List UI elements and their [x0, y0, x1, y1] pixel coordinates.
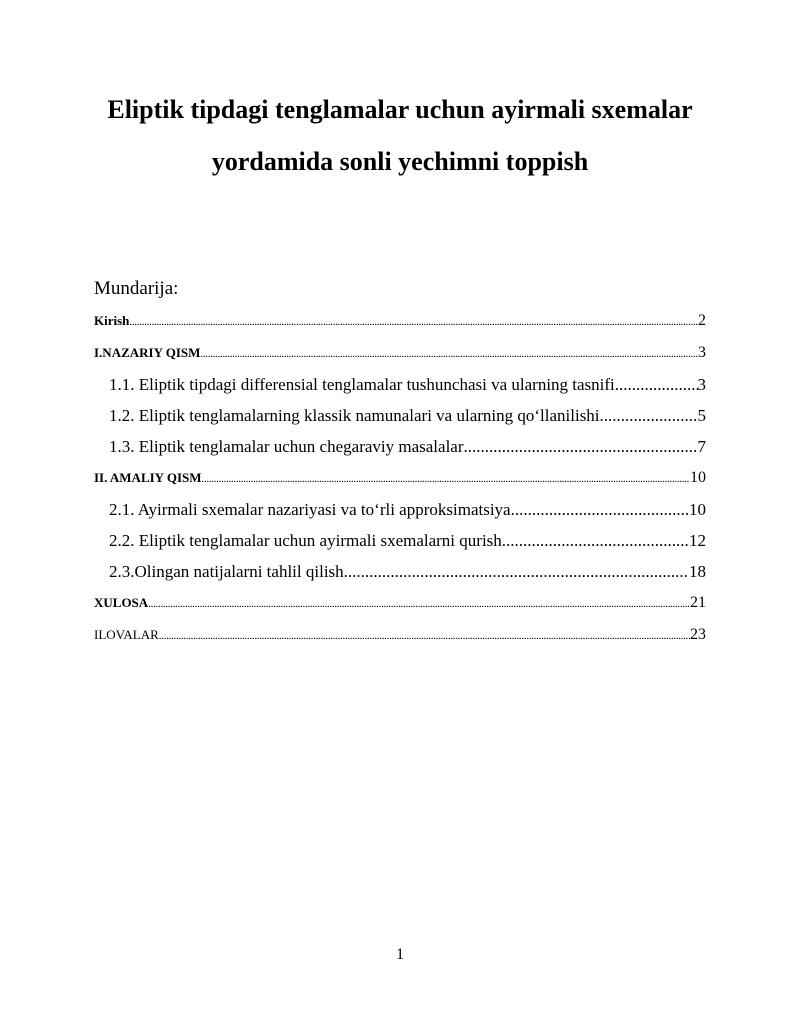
- toc-entry-kirish[interactable]: [94, 305, 706, 337]
- toc-entry-2-2[interactable]: [94, 525, 706, 556]
- toc-entry-label: XULOSA: [94, 595, 149, 610]
- toc-heading: Mundarija:: [94, 278, 179, 299]
- toc-entry-page: 18: [689, 562, 706, 581]
- toc-entry-page: 23: [690, 626, 706, 643]
- toc-leader-dots: [202, 463, 690, 494]
- toc-entry-label: I.NAZARIY QISM: [94, 345, 201, 360]
- toc-entry-page: 10: [690, 469, 706, 486]
- page-number: 1: [396, 946, 404, 963]
- document-title-line-2: yordamida sonli yechimni toppish: [211, 147, 589, 176]
- toc-entry-label: 1.2. Eliptik tenglamalarning klassik namunalari va ularning qo‘llanilishi: [109, 406, 600, 425]
- toc-leader-dots: [511, 494, 689, 525]
- toc-entry-page: 12: [689, 531, 706, 550]
- toc-leader-dots: [615, 369, 698, 400]
- table-of-contents: [94, 305, 706, 651]
- toc-leader-dots: [344, 556, 689, 587]
- toc-entry-label: 2.2. Eliptik tenglamalar uchun ayirmali sxemalarni qurish: [109, 531, 502, 550]
- toc-entry-1-1[interactable]: [94, 369, 706, 400]
- toc-entry-label: II. AMALIY QISM: [94, 470, 202, 485]
- toc-entry-label: ILOVALAR: [94, 627, 159, 642]
- toc-entry-amaliy-qism[interactable]: [94, 462, 706, 494]
- toc-leader-dots: [159, 620, 690, 651]
- toc-entry-page: 5: [697, 406, 706, 425]
- toc-leader-dots: [148, 588, 690, 619]
- document-title: [80, 84, 720, 188]
- toc-entry-page: 10: [689, 500, 706, 519]
- toc-entry-label: Kirish: [94, 313, 130, 328]
- toc-entry-xulosa[interactable]: [94, 587, 706, 619]
- toc-leader-dots: [200, 338, 698, 369]
- toc-entry-label: 2.3.Olingan natijalarni tahlil qilish: [109, 562, 344, 581]
- toc-entry-page: 7: [697, 437, 706, 456]
- toc-entry-page: 3: [698, 344, 706, 361]
- toc-entry-label: 2.1. Ayirmali sxemalar nazariyasi va to‘rli approksimatsiya: [109, 500, 511, 519]
- toc-entry-page: 2: [698, 312, 706, 329]
- toc-leader-dots: [464, 431, 698, 462]
- toc-entry-label: 1.1. Eliptik tipdagi differensial tenglamalar tushunchasi va ularning tasnifi: [109, 375, 615, 394]
- toc-entry-1-3[interactable]: [94, 431, 706, 462]
- toc-entry-1-2[interactable]: [94, 400, 706, 431]
- toc-leader-dots: [600, 400, 698, 431]
- toc-entry-ilovalar[interactable]: [94, 619, 706, 651]
- toc-leader-dots: [502, 525, 689, 556]
- toc-entry-page: 21: [690, 594, 706, 611]
- toc-entry-2-3[interactable]: [94, 556, 706, 587]
- toc-entry-label: 1.3. Eliptik tenglamalar uchun chegaraviy masalalar: [109, 437, 464, 456]
- document-title-line-1: Eliptik tipdagi tenglamalar uchun ayirmali sxemalar: [107, 95, 693, 124]
- toc-leader-dots: [129, 306, 698, 337]
- toc-entry-page: 3: [697, 375, 706, 394]
- toc-entry-2-1[interactable]: [94, 494, 706, 525]
- toc-entry-nazariy-qism[interactable]: [94, 337, 706, 369]
